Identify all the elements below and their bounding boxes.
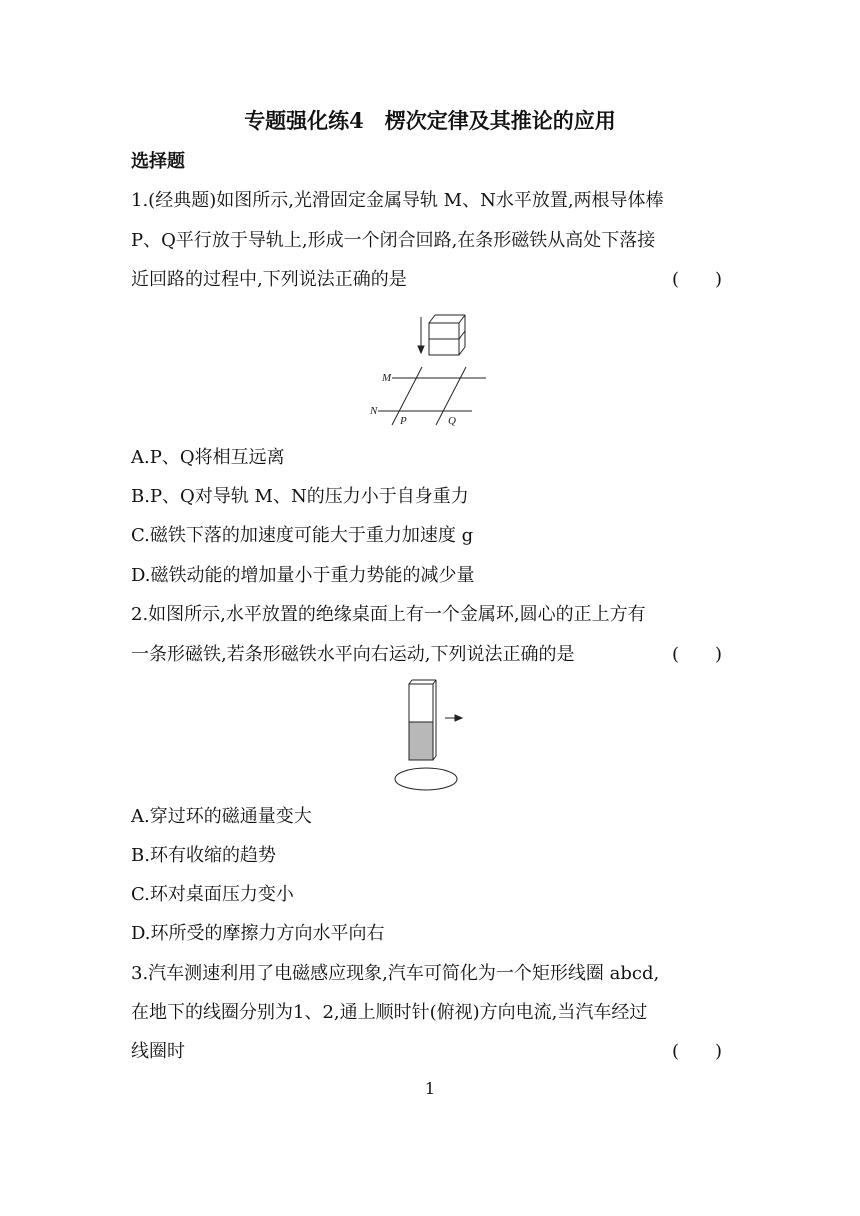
page-title: 专题强化练4 楞次定律及其推论的应用: [244, 108, 616, 133]
q1-option-c: C.磁铁下落的加速度可能大于重力加速度 g: [131, 525, 474, 546]
magnet-north-half: [409, 684, 433, 722]
q2-option-a: A.穿过环的磁通量变大: [131, 806, 312, 827]
q1-option-a: A.P、Q将相互远离: [131, 447, 285, 468]
rod-p: [392, 367, 422, 425]
page-number: 1: [424, 1079, 436, 1098]
q3-line-3: 线圈时: [131, 1041, 185, 1062]
metal-ring: [395, 768, 457, 790]
q1-option-b: B.P、Q对导轨 M、N的压力小于自身重力: [131, 486, 469, 507]
q1-answer-blank: ( ): [672, 269, 723, 290]
q2-option-c: C.环对桌面压力变小: [131, 884, 294, 905]
q2-option-b: B.环有收缩的趋势: [131, 845, 276, 866]
q1-line-3: 近回路的过程中,下列说法正确的是: [131, 269, 407, 290]
label-n: N: [370, 405, 378, 417]
q3-line-1: 3.汽车测速利用了电磁感应现象,汽车可简化为一个矩形线圈 abcd,: [131, 963, 660, 984]
q1-line-2: P、Q平行放于导轨上,形成一个闭合回路,在条形磁铁从高处下落接: [131, 230, 656, 251]
label-p: P: [400, 415, 407, 427]
magnet-south-half: [409, 722, 433, 760]
q2-option-d: D.环所受的摩擦力方向水平向右: [131, 923, 385, 944]
q1-option-d: D.磁铁动能的增加量小于重力势能的减少量: [131, 565, 475, 586]
q1-figure: [368, 305, 493, 430]
section-heading: 选择题: [131, 151, 185, 172]
q3-line-2: 在地下的线圈分别为1、2,通上顺时针(俯视)方向电流,当汽车经过: [131, 1002, 648, 1023]
q2-answer-blank: ( ): [672, 644, 723, 665]
label-m: M: [382, 372, 392, 384]
q2-line-1: 2.如图所示,水平放置的绝缘桌面上有一个金属环,圆心的正上方有: [131, 604, 646, 625]
q2-line-2: 一条形磁铁,若条形磁铁水平向右运动,下列说法正确的是: [131, 644, 575, 665]
q2-figure: [392, 676, 470, 794]
q1-line-1: 1.(经典题)如图所示,光滑固定金属导轨 M、N水平放置,两根导体棒: [131, 190, 664, 211]
q3-answer-blank: ( ): [672, 1041, 723, 1062]
label-q: Q: [448, 415, 456, 427]
magnet-top-block: [429, 323, 459, 339]
magnet-bottom-block: [429, 339, 459, 355]
